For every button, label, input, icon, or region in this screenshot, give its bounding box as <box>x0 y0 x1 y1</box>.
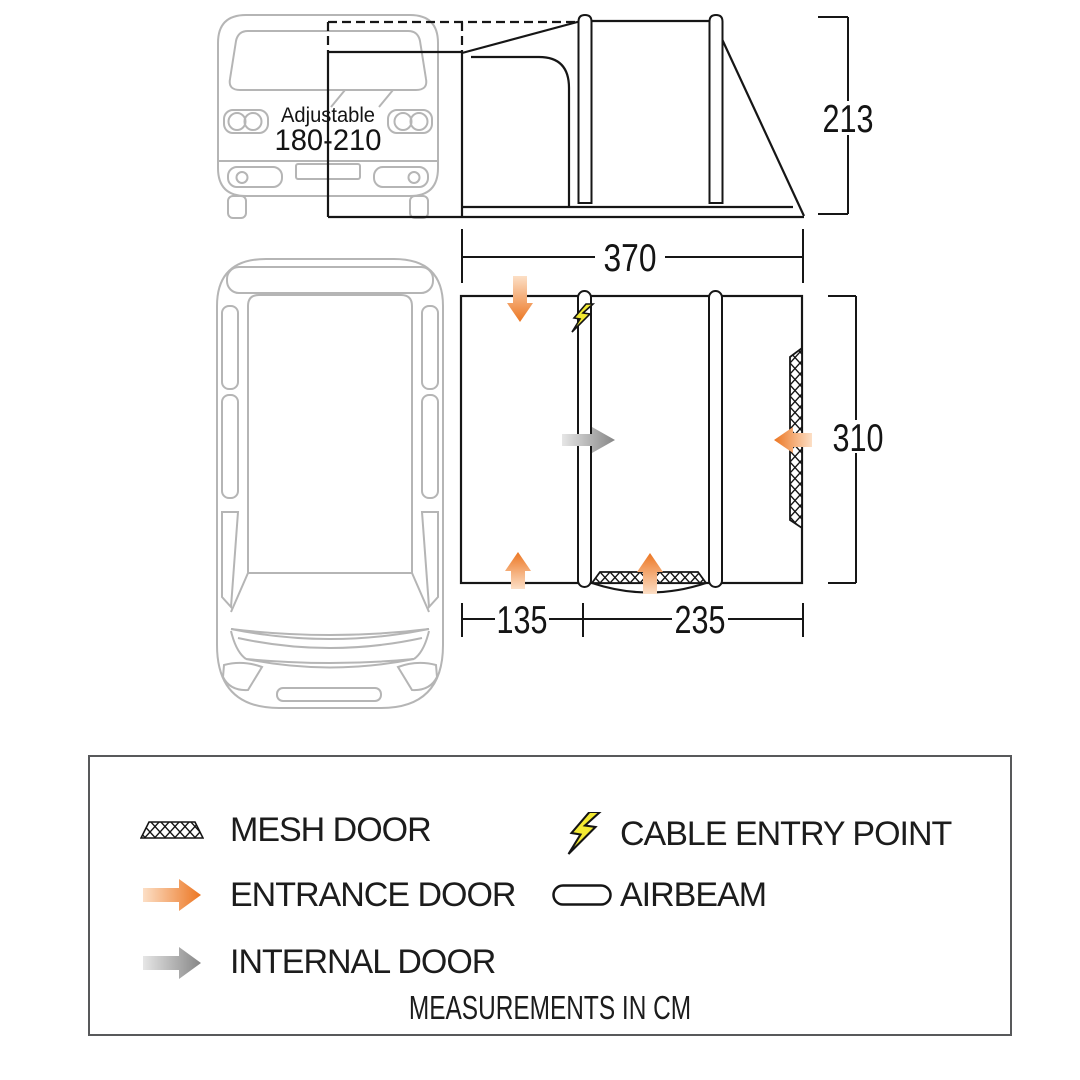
dim-front-section-label: 135 <box>496 599 548 642</box>
entrance-door-label: ENTRANCE DOOR <box>230 876 516 914</box>
dim-depth-label: 310 <box>832 417 884 460</box>
legend-box <box>88 755 1012 1036</box>
side-rear-slope <box>715 24 804 216</box>
van-top-roof-panel <box>248 295 412 573</box>
measurements-footnote: MEASUREMENTS IN CM <box>408 989 692 1026</box>
van-top-grille <box>277 688 381 701</box>
van-top-a-pillars <box>231 573 429 612</box>
cable-entry-icon <box>567 812 603 857</box>
cable-entry-label: CABLE ENTRY POINT <box>620 815 952 853</box>
internal-door-icon <box>143 947 201 979</box>
internal-door-label: INTERNAL DOOR <box>230 943 496 981</box>
side-inner-seam <box>471 57 569 207</box>
adjustable-range: 180-210 <box>274 124 382 157</box>
awning-plan-view <box>461 291 802 593</box>
plan-outline <box>461 296 802 583</box>
airbeam-label: AIRBEAM <box>620 876 767 914</box>
dim-main-section-label: 235 <box>674 599 726 642</box>
van-top-cowl <box>231 629 429 648</box>
mesh-door-label: MESH DOOR <box>230 811 431 849</box>
airbeam-pole-side-2 <box>710 15 723 203</box>
airbeam-pole-side-1 <box>579 15 592 203</box>
entrance-door-icon <box>143 879 201 911</box>
airbeam-pole-plan-2 <box>709 291 722 587</box>
side-tunnel-roof <box>462 21 581 53</box>
van-top-headlight-left <box>223 663 262 690</box>
airbeam-icon <box>552 884 614 907</box>
van-top-view <box>217 259 443 708</box>
van-top-bonnet-front <box>246 659 414 668</box>
van-top-headlight-right <box>398 663 437 690</box>
dim-width-label: 370 <box>603 237 657 280</box>
adjustable-label: Adjustable <box>281 104 375 127</box>
adjustable-height-dashed <box>328 22 581 52</box>
van-wheel-left <box>228 196 246 218</box>
mesh-door-icon <box>140 821 204 839</box>
dim-height-label: 213 <box>822 98 874 141</box>
van-wheel-right <box>410 196 428 218</box>
van-top-tailgate-window <box>227 267 433 293</box>
